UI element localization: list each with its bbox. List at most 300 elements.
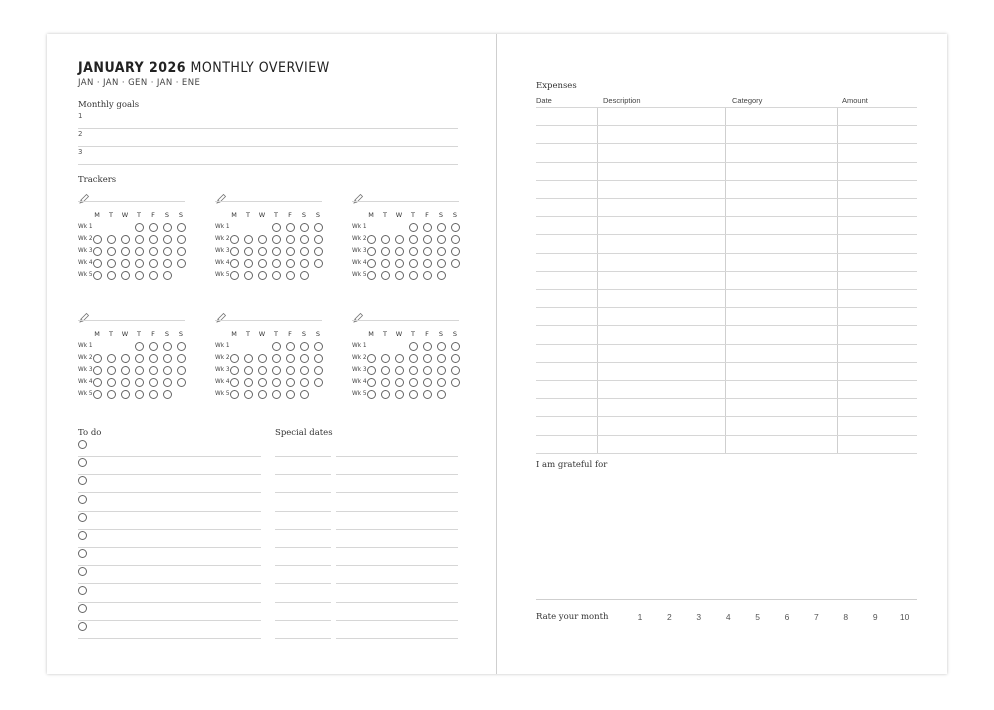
tracker-name-line[interactable]	[352, 201, 459, 202]
tracker-day-circle[interactable]	[423, 378, 432, 387]
tracker-day-circle[interactable]	[258, 378, 267, 387]
special-date-description[interactable]	[336, 547, 458, 566]
todo-checkbox[interactable]	[78, 495, 87, 504]
special-date-description[interactable]	[336, 602, 458, 621]
special-date-field[interactable]	[275, 620, 331, 639]
expenses-row-line[interactable]	[536, 307, 917, 308]
todo-checkbox[interactable]	[78, 567, 87, 576]
tracker-day-circle[interactable]	[300, 247, 309, 256]
tracker-day-circle[interactable]	[395, 247, 404, 256]
tracker-day-circle[interactable]	[395, 354, 404, 363]
tracker-day-circle[interactable]	[395, 271, 404, 280]
expenses-row-line[interactable]	[536, 253, 917, 254]
special-date-field[interactable]	[275, 565, 331, 584]
tracker-day-circle[interactable]	[230, 259, 239, 268]
rating-option[interactable]: 10	[899, 612, 910, 622]
tracker-day-circle[interactable]	[286, 259, 295, 268]
tracker-day-circle[interactable]	[423, 235, 432, 244]
tracker-day-circle[interactable]	[177, 378, 186, 387]
tracker-day-circle[interactable]	[121, 247, 130, 256]
tracker-day-circle[interactable]	[272, 366, 281, 375]
tracker-day-circle[interactable]	[177, 259, 186, 268]
tracker-day-circle[interactable]	[381, 390, 390, 399]
tracker-day-circle[interactable]	[149, 271, 158, 280]
tracker-day-circle[interactable]	[258, 247, 267, 256]
special-date-field[interactable]	[275, 511, 331, 530]
tracker-day-circle[interactable]	[93, 271, 102, 280]
todo-checkbox[interactable]	[78, 604, 87, 613]
tracker-name-line[interactable]	[78, 320, 185, 321]
tracker-day-circle[interactable]	[300, 366, 309, 375]
expenses-col-category: Category	[732, 96, 763, 105]
tracker-day-circle[interactable]	[107, 354, 116, 363]
tracker-day-circle[interactable]	[244, 354, 253, 363]
tracker-day-circle[interactable]	[121, 235, 130, 244]
tracker-day-label: S	[452, 330, 458, 338]
tracker-name-line[interactable]	[215, 320, 322, 321]
habit-tracker	[78, 190, 186, 290]
rating-option[interactable]: 7	[814, 612, 819, 622]
tracker-day-circle[interactable]	[149, 235, 158, 244]
tracker-day-circle[interactable]	[244, 235, 253, 244]
tracker-day-circle[interactable]	[437, 271, 446, 280]
tracker-day-circle[interactable]	[135, 390, 144, 399]
special-date-field[interactable]	[275, 456, 331, 475]
tracker-day-circle[interactable]	[272, 271, 281, 280]
expenses-row-line[interactable]	[536, 143, 917, 144]
todo-checkbox[interactable]	[78, 458, 87, 467]
expenses-row-line[interactable]	[536, 180, 917, 181]
rating-option[interactable]: 1	[637, 612, 643, 622]
tracker-day-circle[interactable]	[177, 366, 186, 375]
tracker-day-circle[interactable]	[107, 247, 116, 256]
tracker-day-circle[interactable]	[135, 354, 144, 363]
tracker-week-label: Wk 3	[352, 367, 367, 373]
expenses-row-line[interactable]	[536, 344, 917, 345]
tracker-day-circle[interactable]	[107, 271, 116, 280]
special-date-description[interactable]	[336, 474, 458, 493]
right-page	[497, 34, 947, 674]
tracker-day-circle[interactable]	[121, 366, 130, 375]
tracker-day-circle[interactable]	[163, 247, 172, 256]
tracker-day-circle[interactable]	[149, 366, 158, 375]
tracker-day-circle[interactable]	[272, 390, 281, 399]
expenses-row-line[interactable]	[536, 198, 917, 199]
tracker-day-circle[interactable]	[149, 223, 158, 232]
todo-item[interactable]	[78, 438, 261, 457]
goal-row[interactable]	[78, 128, 458, 147]
tracker-day-circle[interactable]	[93, 378, 102, 387]
tracker-day-label: T	[411, 330, 415, 338]
tracker-day-circle[interactable]	[423, 271, 432, 280]
special-date-field[interactable]	[275, 493, 331, 512]
expenses-row-line[interactable]	[536, 271, 917, 272]
tracker-day-circle[interactable]	[135, 235, 144, 244]
todo-checkbox[interactable]	[78, 513, 87, 522]
tracker-day-circle[interactable]	[409, 247, 418, 256]
habit-tracker	[78, 309, 186, 409]
tracker-day-circle[interactable]	[367, 366, 376, 375]
tracker-name-line[interactable]	[78, 201, 185, 202]
tracker-week-label: Wk 1	[215, 224, 230, 230]
todo-checkbox[interactable]	[78, 586, 87, 595]
tracker-day-circle[interactable]	[409, 366, 418, 375]
tracker-day-circle[interactable]	[367, 235, 376, 244]
tracker-day-label: F	[288, 211, 292, 219]
tracker-day-circle[interactable]	[149, 390, 158, 399]
tracker-day-circle[interactable]	[300, 259, 309, 268]
expenses-row-line[interactable]	[536, 289, 917, 290]
tracker-day-circle[interactable]	[107, 366, 116, 375]
tracker-day-circle[interactable]	[258, 259, 267, 268]
todo-item[interactable]	[78, 511, 261, 530]
tracker-day-circle[interactable]	[300, 378, 309, 387]
tracker-week-label: Wk 3	[78, 248, 93, 254]
tracker-day-circle[interactable]	[135, 259, 144, 268]
tracker-day-circle[interactable]	[177, 354, 186, 363]
tracker-day-circle[interactable]	[230, 235, 239, 244]
tracker-day-circle[interactable]	[258, 354, 267, 363]
tracker-day-circle[interactable]	[272, 247, 281, 256]
tracker-day-circle[interactable]	[230, 354, 239, 363]
tracker-day-circle[interactable]	[423, 223, 432, 232]
tracker-day-circle[interactable]	[93, 235, 102, 244]
tracker-day-circle[interactable]	[423, 366, 432, 375]
tracker-day-circle[interactable]	[300, 223, 309, 232]
todo-checkbox[interactable]	[78, 549, 87, 558]
tracker-day-circle[interactable]	[258, 390, 267, 399]
tracker-day-circle[interactable]	[437, 223, 446, 232]
tracker-day-circle[interactable]	[163, 235, 172, 244]
special-date-description[interactable]	[336, 584, 458, 603]
tracker-day-circle[interactable]	[149, 378, 158, 387]
tracker-day-circle[interactable]	[314, 366, 323, 375]
tracker-day-circle[interactable]	[300, 390, 309, 399]
tracker-day-circle[interactable]	[135, 366, 144, 375]
tracker-day-circle[interactable]	[244, 259, 253, 268]
tracker-day-circle[interactable]	[163, 259, 172, 268]
tracker-day-circle[interactable]	[314, 259, 323, 268]
tracker-day-circle[interactable]	[163, 366, 172, 375]
special-date-description[interactable]	[336, 529, 458, 548]
todo-item[interactable]	[78, 547, 261, 566]
tracker-day-label: S	[178, 211, 184, 219]
rating-option[interactable]: 2	[667, 612, 672, 622]
tracker-day-circle[interactable]	[244, 271, 253, 280]
tracker-name-line[interactable]	[215, 201, 322, 202]
todo-checkbox[interactable]	[78, 531, 87, 540]
tracker-day-circle[interactable]	[395, 390, 404, 399]
tracker-day-circle[interactable]	[451, 259, 460, 268]
todo-item[interactable]	[78, 565, 261, 584]
tracker-day-circle[interactable]	[314, 354, 323, 363]
tracker-day-label: T	[109, 211, 113, 219]
tracker-day-circle[interactable]	[230, 247, 239, 256]
tracker-day-circle[interactable]	[272, 378, 281, 387]
tracker-week-label: Wk 5	[78, 391, 93, 397]
tracker-day-label: M	[368, 211, 374, 219]
tracker-day-circle[interactable]	[258, 235, 267, 244]
special-date-description[interactable]	[336, 438, 458, 457]
todo-checkbox[interactable]	[78, 440, 87, 449]
tracker-day-circle[interactable]	[177, 247, 186, 256]
tracker-day-circle[interactable]	[107, 259, 116, 268]
special-date-description[interactable]	[336, 456, 458, 475]
tracker-day-circle[interactable]	[230, 366, 239, 375]
tracker-day-label: S	[452, 211, 458, 219]
special-date-description[interactable]	[336, 493, 458, 512]
special-date-description[interactable]	[336, 620, 458, 639]
todo-item[interactable]	[78, 493, 261, 512]
tracker-day-circle[interactable]	[395, 366, 404, 375]
tracker-day-circle[interactable]	[409, 390, 418, 399]
tracker-day-circle[interactable]	[93, 259, 102, 268]
tracker-day-circle[interactable]	[381, 271, 390, 280]
tracker-day-circle[interactable]	[135, 342, 144, 351]
expenses-col-amount: Amount	[842, 96, 868, 105]
tracker-day-label: S	[164, 211, 170, 219]
tracker-day-circle[interactable]	[395, 235, 404, 244]
tracker-week-label: Wk 5	[215, 391, 230, 397]
expenses-row-line[interactable]	[536, 162, 917, 163]
tracker-day-circle[interactable]	[381, 259, 390, 268]
tracker-day-circle[interactable]	[177, 223, 186, 232]
tracker-day-circle[interactable]	[437, 247, 446, 256]
special-date-field[interactable]	[275, 438, 331, 457]
tracker-day-circle[interactable]	[451, 378, 460, 387]
tracker-day-circle[interactable]	[93, 390, 102, 399]
todo-item[interactable]	[78, 620, 261, 639]
tracker-day-circle[interactable]	[451, 342, 460, 351]
tracker-day-circle[interactable]	[230, 271, 239, 280]
tracker-day-circle[interactable]	[107, 378, 116, 387]
tracker-day-circle[interactable]	[381, 354, 390, 363]
tracker-day-circle[interactable]	[163, 378, 172, 387]
tracker-day-circle[interactable]	[149, 354, 158, 363]
tracker-day-circle[interactable]	[381, 247, 390, 256]
tracker-day-circle[interactable]	[258, 366, 267, 375]
title-month: JANUARY 2026	[78, 60, 187, 76]
tracker-day-circle[interactable]	[437, 259, 446, 268]
tracker-day-circle[interactable]	[244, 378, 253, 387]
tracker-day-circle[interactable]	[367, 378, 376, 387]
special-date-description[interactable]	[336, 565, 458, 584]
todo-checkbox[interactable]	[78, 476, 87, 485]
tracker-day-circle[interactable]	[423, 259, 432, 268]
tracker-day-circle[interactable]	[409, 223, 418, 232]
tracker-day-circle[interactable]	[244, 247, 253, 256]
goal-row[interactable]	[78, 146, 458, 165]
tracker-day-circle[interactable]	[314, 223, 323, 232]
tracker-day-circle[interactable]	[230, 390, 239, 399]
special-date-field[interactable]	[275, 474, 331, 493]
tracker-day-circle[interactable]	[121, 378, 130, 387]
tracker-day-circle[interactable]	[409, 378, 418, 387]
tracker-day-circle[interactable]	[423, 342, 432, 351]
tracker-day-circle[interactable]	[409, 271, 418, 280]
tracker-day-circle[interactable]	[437, 235, 446, 244]
tracker-day-circle[interactable]	[300, 271, 309, 280]
tracker-day-circle[interactable]	[423, 354, 432, 363]
tracker-day-circle[interactable]	[395, 259, 404, 268]
tracker-day-circle[interactable]	[272, 223, 281, 232]
tracker-day-circle[interactable]	[451, 366, 460, 375]
tracker-day-circle[interactable]	[107, 235, 116, 244]
tracker-day-circle[interactable]	[121, 271, 130, 280]
tracker-day-circle[interactable]	[423, 390, 432, 399]
tracker-day-circle[interactable]	[121, 390, 130, 399]
special-date-field[interactable]	[275, 584, 331, 603]
tracker-day-circle[interactable]	[286, 390, 295, 399]
tracker-day-label: F	[425, 211, 429, 219]
todo-item[interactable]	[78, 474, 261, 493]
trackers-label: Trackers	[78, 175, 117, 185]
special-date-description[interactable]	[336, 511, 458, 530]
tracker-day-circle[interactable]	[300, 342, 309, 351]
tracker-day-label: M	[94, 211, 100, 219]
tracker-day-circle[interactable]	[451, 235, 460, 244]
tracker-day-circle[interactable]	[149, 342, 158, 351]
tracker-week-label: Wk 2	[78, 236, 93, 242]
tracker-day-circle[interactable]	[135, 223, 144, 232]
tracker-day-circle[interactable]	[163, 354, 172, 363]
tracker-day-circle[interactable]	[314, 378, 323, 387]
tracker-day-circle[interactable]	[272, 342, 281, 351]
tracker-day-circle[interactable]	[230, 378, 239, 387]
expenses-row-line[interactable]	[536, 362, 917, 363]
tracker-day-circle[interactable]	[367, 271, 376, 280]
expenses-row-line[interactable]	[536, 435, 917, 436]
tracker-day-circle[interactable]	[135, 378, 144, 387]
tracker-day-circle[interactable]	[437, 390, 446, 399]
goal-number: 2	[78, 130, 83, 138]
tracker-day-circle[interactable]	[300, 354, 309, 363]
tracker-day-circle[interactable]	[163, 271, 172, 280]
tracker-day-circle[interactable]	[367, 259, 376, 268]
todo-item[interactable]	[78, 584, 261, 603]
tracker-day-circle[interactable]	[135, 247, 144, 256]
tracker-day-circle[interactable]	[300, 235, 309, 244]
tracker-day-circle[interactable]	[286, 354, 295, 363]
tracker-day-circle[interactable]	[437, 366, 446, 375]
tracker-day-circle[interactable]	[121, 259, 130, 268]
tracker-day-circle[interactable]	[286, 247, 295, 256]
tracker-day-label: M	[231, 211, 237, 219]
rating-option[interactable]: 6	[784, 612, 790, 622]
todo-checkbox[interactable]	[78, 622, 87, 631]
todo-item[interactable]	[78, 456, 261, 475]
todo-item[interactable]	[78, 602, 261, 621]
tracker-day-circle[interactable]	[177, 235, 186, 244]
tracker-day-circle[interactable]	[314, 342, 323, 351]
tracker-day-circle[interactable]	[409, 342, 418, 351]
tracker-day-circle[interactable]	[423, 247, 432, 256]
left-page	[47, 34, 496, 674]
tracker-day-circle[interactable]	[272, 235, 281, 244]
special-date-field[interactable]	[275, 547, 331, 566]
expenses-row-line[interactable]	[536, 453, 917, 454]
special-date-field[interactable]	[275, 529, 331, 548]
rating-option[interactable]: 9	[872, 612, 878, 622]
tracker-day-circle[interactable]	[177, 342, 186, 351]
tracker-day-circle[interactable]	[272, 354, 281, 363]
tracker-day-circle[interactable]	[451, 247, 460, 256]
tracker-day-circle[interactable]	[244, 366, 253, 375]
tracker-day-label: M	[368, 330, 374, 338]
tracker-day-circle[interactable]	[314, 235, 323, 244]
tracker-day-circle[interactable]	[381, 378, 390, 387]
tracker-week-label: Wk 1	[352, 224, 367, 230]
tracker-day-circle[interactable]	[272, 259, 281, 268]
tracker-day-circle[interactable]	[93, 366, 102, 375]
tracker-day-circle[interactable]	[367, 247, 376, 256]
tracker-day-circle[interactable]	[437, 342, 446, 351]
tracker-day-circle[interactable]	[286, 342, 295, 351]
tracker-day-circle[interactable]	[437, 354, 446, 363]
tracker-day-circle[interactable]	[381, 366, 390, 375]
tracker-week-label: Wk 1	[352, 343, 367, 349]
tracker-day-circle[interactable]	[135, 271, 144, 280]
tracker-day-circle[interactable]	[107, 390, 116, 399]
tracker-day-circle[interactable]	[286, 271, 295, 280]
rating-option[interactable]: 8	[843, 612, 849, 622]
tracker-day-circle[interactable]	[93, 247, 102, 256]
expenses-row-line[interactable]	[536, 325, 917, 326]
tracker-day-circle[interactable]	[395, 378, 404, 387]
tracker-day-circle[interactable]	[93, 354, 102, 363]
expenses-row-line[interactable]	[536, 398, 917, 399]
todo-item[interactable]	[78, 529, 261, 548]
tracker-day-circle[interactable]	[121, 354, 130, 363]
tracker-day-circle[interactable]	[409, 235, 418, 244]
tracker-day-circle[interactable]	[409, 354, 418, 363]
rating-option[interactable]: 3	[696, 612, 702, 622]
tracker-day-circle[interactable]	[451, 223, 460, 232]
expenses-row-line[interactable]	[536, 234, 917, 235]
special-date-field[interactable]	[275, 602, 331, 621]
tracker-day-circle[interactable]	[367, 390, 376, 399]
tracker-day-circle[interactable]	[163, 342, 172, 351]
expenses-row-line[interactable]	[536, 416, 917, 417]
tracker-day-circle[interactable]	[409, 259, 418, 268]
tracker-day-circle[interactable]	[286, 366, 295, 375]
rating-option[interactable]: 5	[755, 612, 760, 622]
tracker-day-label: T	[274, 211, 278, 219]
tracker-day-circle[interactable]	[286, 378, 295, 387]
tracker-day-circle[interactable]	[314, 247, 323, 256]
tracker-day-circle[interactable]	[149, 247, 158, 256]
tracker-name-line[interactable]	[352, 320, 459, 321]
tracker-day-label: F	[288, 330, 292, 338]
expenses-row-line[interactable]	[536, 125, 917, 126]
tracker-day-circle[interactable]	[367, 354, 376, 363]
tracker-day-circle[interactable]	[286, 235, 295, 244]
tracker-day-circle[interactable]	[451, 354, 460, 363]
tracker-day-circle[interactable]	[244, 390, 253, 399]
tracker-day-circle[interactable]	[258, 271, 267, 280]
tracker-day-circle[interactable]	[163, 223, 172, 232]
expenses-row-line[interactable]	[536, 216, 917, 217]
expenses-row-line[interactable]	[536, 380, 917, 381]
tracker-day-circle[interactable]	[286, 223, 295, 232]
tracker-day-circle[interactable]	[437, 378, 446, 387]
tracker-day-circle[interactable]	[163, 390, 172, 399]
tracker-day-circle[interactable]	[381, 235, 390, 244]
goal-row[interactable]	[78, 110, 458, 129]
expenses-col-date: Date	[536, 96, 552, 105]
rating-option[interactable]: 4	[725, 612, 731, 622]
tracker-day-circle[interactable]	[149, 259, 158, 268]
